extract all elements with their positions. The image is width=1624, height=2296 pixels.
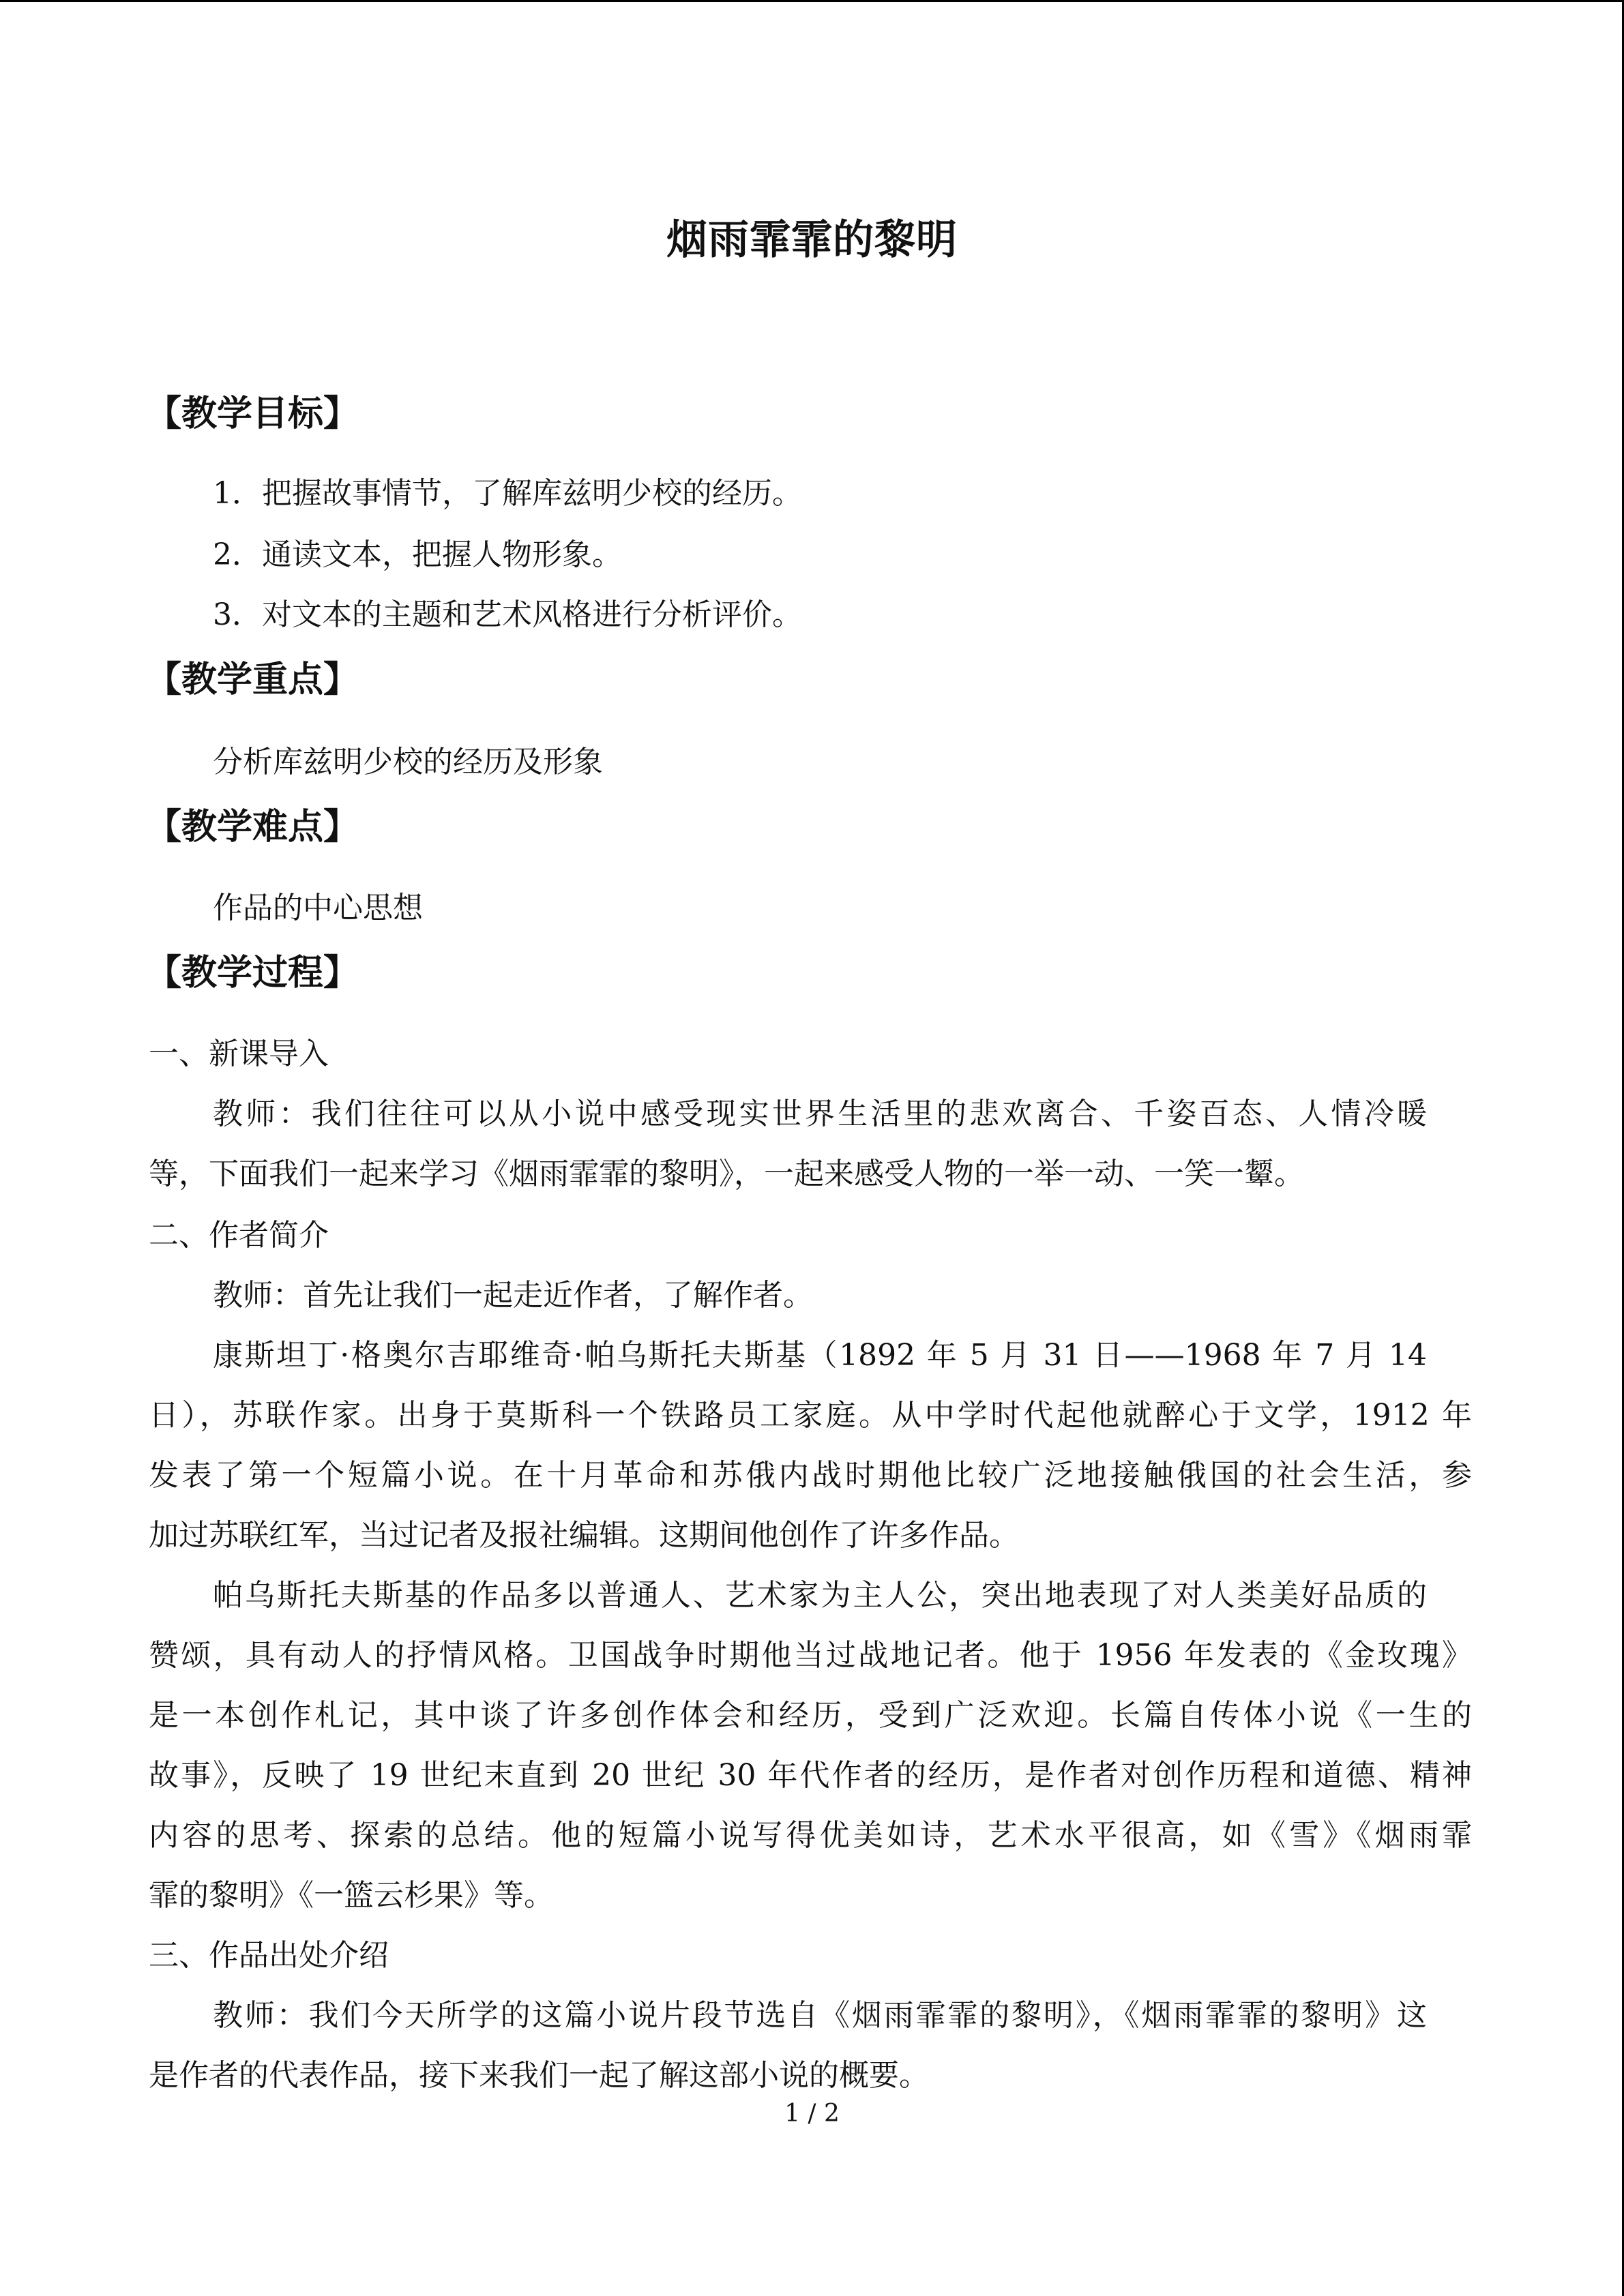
part3-line-2: 是作者的代表作品，接下来我们一起了解这部小说的概要。 [149,2058,929,2093]
heading-difficulties: 【教学难点】 [146,807,359,848]
part2-para1-line-4: 加过苏联红军，当过记者及报社编辑。这期间他创作了许多作品。 [149,1518,1019,1553]
part1-title: 一、新课导入 [149,1037,329,1071]
heading-objectives: 【教学目标】 [146,393,359,434]
part1-line-2: 等，下面我们一起来学习《烟雨霏霏的黎明》，一起来感受人物的一举一动、一笑一颦。 [149,1157,1304,1191]
difficulties-text: 作品的中心思想 [213,891,423,925]
part1-line-1: 教师：我们往往可以从小说中感受现实世界生活里的悲欢离合、千姿百态、人情冷暖 [213,1097,1427,1131]
part2-para2-line-2: 赞颂，具有动人的抒情风格。卫国战争时期他当过战地记者。他于 1956 年发表的《金玫瑰》 [149,1638,1472,1673]
part2-para1-line-2: 日），苏联作家。出身于莫斯科一个铁路员工家庭。从中学时代起他就醉心于文学，1912 年 [149,1398,1472,1433]
page-number: 1 / 2 [784,2100,840,2128]
part2-para2-line-3: 是一本创作札记，其中谈了许多创作体会和经历，受到广泛欢迎。长篇自传体小说《一生的 [149,1698,1472,1733]
part2-intro: 教师：首先让我们一起走近作者，了解作者。 [213,1278,813,1313]
part2-para2-line-1: 帕乌斯托夫斯基的作品多以普通人、艺术家为主人公，突出地表现了对人类美好品质的 [213,1578,1427,1613]
part2-para2-line-5: 内容的思考、探索的总结。他的短篇小说写得优美如诗，艺术水平很高，如《雪》《烟雨霏 [149,1818,1472,1853]
objective-item-2: 2．通读文本，把握人物形象。 [213,537,622,572]
part3-line-1: 教师：我们今天所学的这篇小说片段节选自《烟雨霏霏的黎明》，《烟雨霏霏的黎明》这 [213,1998,1427,2033]
part3-title: 三、作品出处介绍 [149,1938,389,1973]
objective-item-1: 1．把握故事情节，了解库兹明少校的经历。 [213,476,802,511]
part2-para2-line-6: 霏的黎明》《一篮云杉果》等。 [149,1878,554,1913]
key-points-text: 分析库兹明少校的经历及形象 [213,745,603,779]
heading-key-points: 【教学重点】 [146,659,359,700]
document-title: 烟雨霏霏的黎明 [666,216,958,264]
heading-process: 【教学过程】 [146,953,359,994]
part2-para1-line-3: 发表了第一个短篇小说。在十月革命和苏俄内战时期他比较广泛地接触俄国的社会生活，参 [149,1458,1472,1493]
part2-para2-line-4: 故事》，反映了 19 世纪末直到 20 世纪 30 年代作者的经历，是作者对创作历程和道德、精神 [149,1758,1472,1793]
part2-title: 二、作者简介 [149,1218,329,1253]
objective-item-3: 3．对文本的主题和艺术风格进行分析评价。 [213,597,802,632]
part2-para1-line-1: 康斯坦丁·格奥尔吉耶维奇·帕乌斯托夫斯基（1892 年 5 月 31 日——1968 年 7 月 14 [213,1338,1427,1373]
